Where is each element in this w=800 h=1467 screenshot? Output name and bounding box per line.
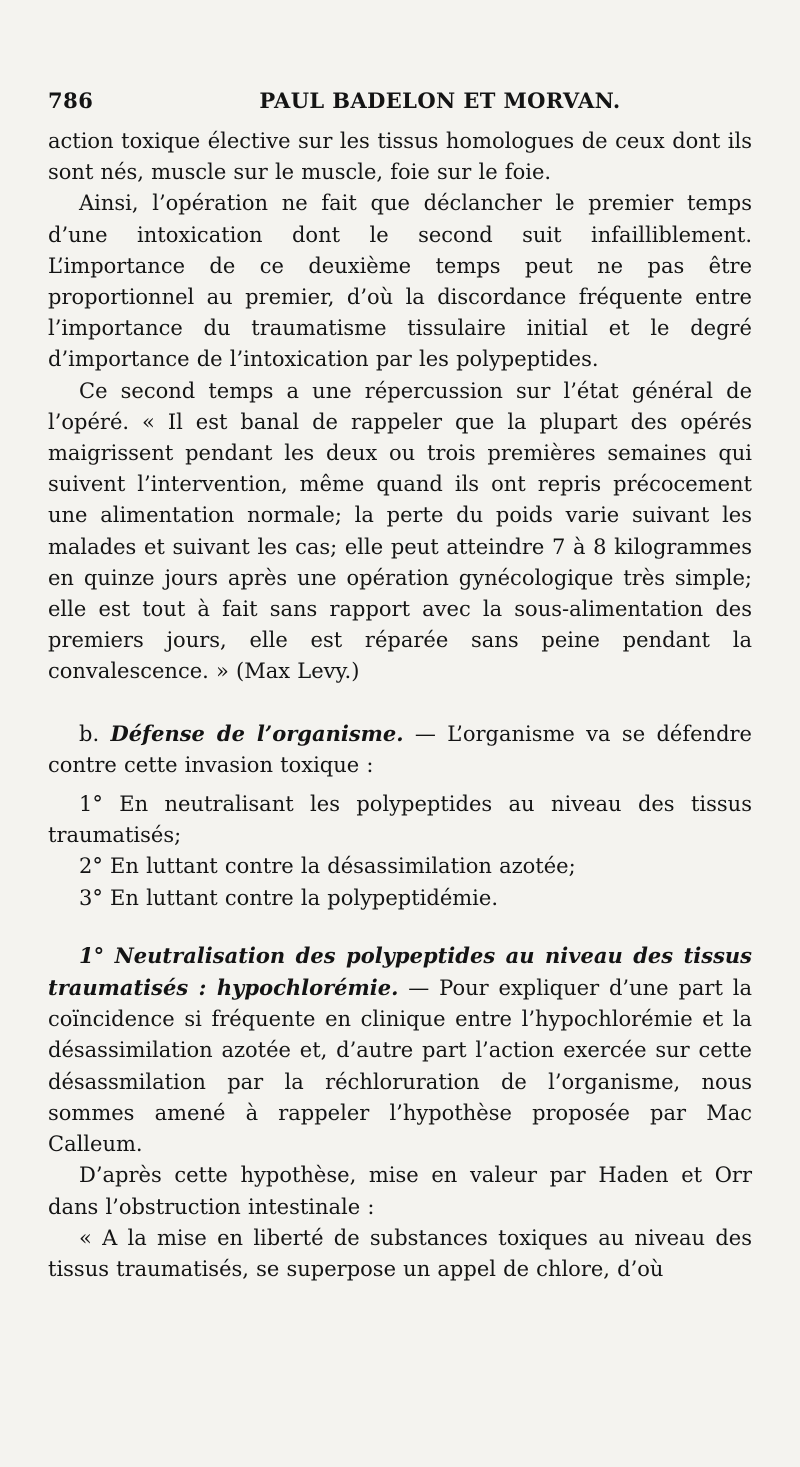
paragraph-quote: « A la mise en liberté de substances toxiques au niveau des tissus traumatisés, se superpose un appel de chlore, d’où bbox=[48, 1225, 752, 1281]
paragraph-continuation: action toxique élective sur les tissus homologues de ceux dont ils sont nés, muscle sur le muscle, foie sur le foie. bbox=[48, 129, 752, 185]
page-number: 786 bbox=[48, 88, 94, 113]
paragraph-second-temps: Ce second temps a une répercussion sur l’état général de l’opéré. « Il est banal de rappeler que la plupart des opérés maigrissent pendant les deux ou trois premières semaines qui suivent l’intervention, même quand ils ont repris précocement une alimentation normale; la perte du poids varie suivant les malades et suivant les cas; elle peut atteindre 7 à 8 kilogrammes en quinze jours après une opération gynécologique très simple; elle est tout à fait sans rapport avec la sous-alimentation des premiers jours, elle est réparée sans peine pendant la convalescence. » (Max Levy.) bbox=[48, 378, 752, 684]
list-item-2: 2° En luttant contre la désassimilation azotée; bbox=[79, 854, 576, 879]
section-b-text: — L’organisme va se défendre contre cette invasion toxique : bbox=[48, 721, 752, 777]
section-b-paragraph bbox=[48, 718, 752, 781]
subsection-1-title: 1° Neutralisation des polypeptides au niveau des tissus traumatisés : hypochlorémie. bbox=[48, 942, 752, 1001]
list-item-1: 1° En neutralisant les polypeptides au niveau des tissus traumatisés; bbox=[48, 792, 752, 848]
list-item-3: 3° En luttant contre la polypeptidémie. bbox=[79, 885, 499, 910]
subsection-1-text: — Pour expliquer d’une part la coïncidence si fréquente en clinique entre l’hypochlorémie et la désassimilation azotée et, d’autre part l’action exercée sur cette désassmilation par la réchloruration de l’organisme, nous sommes amené à rappeler l’hypothèse proposée par Mac Calleum. bbox=[48, 976, 752, 1157]
paragraph-intoxication: Ainsi, l’opération ne fait que déclancher le premier temps d’une intoxication dont le second suit infailliblement. L’importance de ce deuxième temps peut ne pas être proportionnel au premier, d’où la discordance fréquente entre l’importance du traumatisme tissulaire initial et le degré d’importance de l’intoxication par les polypeptides. bbox=[48, 191, 752, 372]
paragraph-hypothese: D’après cette hypothèse, mise en valeur par Haden et Orr dans l’obstruction intestinale : bbox=[48, 1163, 752, 1219]
subsection-1-paragraph bbox=[48, 940, 752, 1160]
section-b-title: Défense de l’organisme. bbox=[110, 720, 404, 746]
section-b-label: b. bbox=[79, 721, 100, 746]
page-header bbox=[48, 88, 752, 126]
running-title: PAUL BADELON ET MORVAN. bbox=[259, 88, 621, 113]
book-page bbox=[48, 88, 752, 1285]
